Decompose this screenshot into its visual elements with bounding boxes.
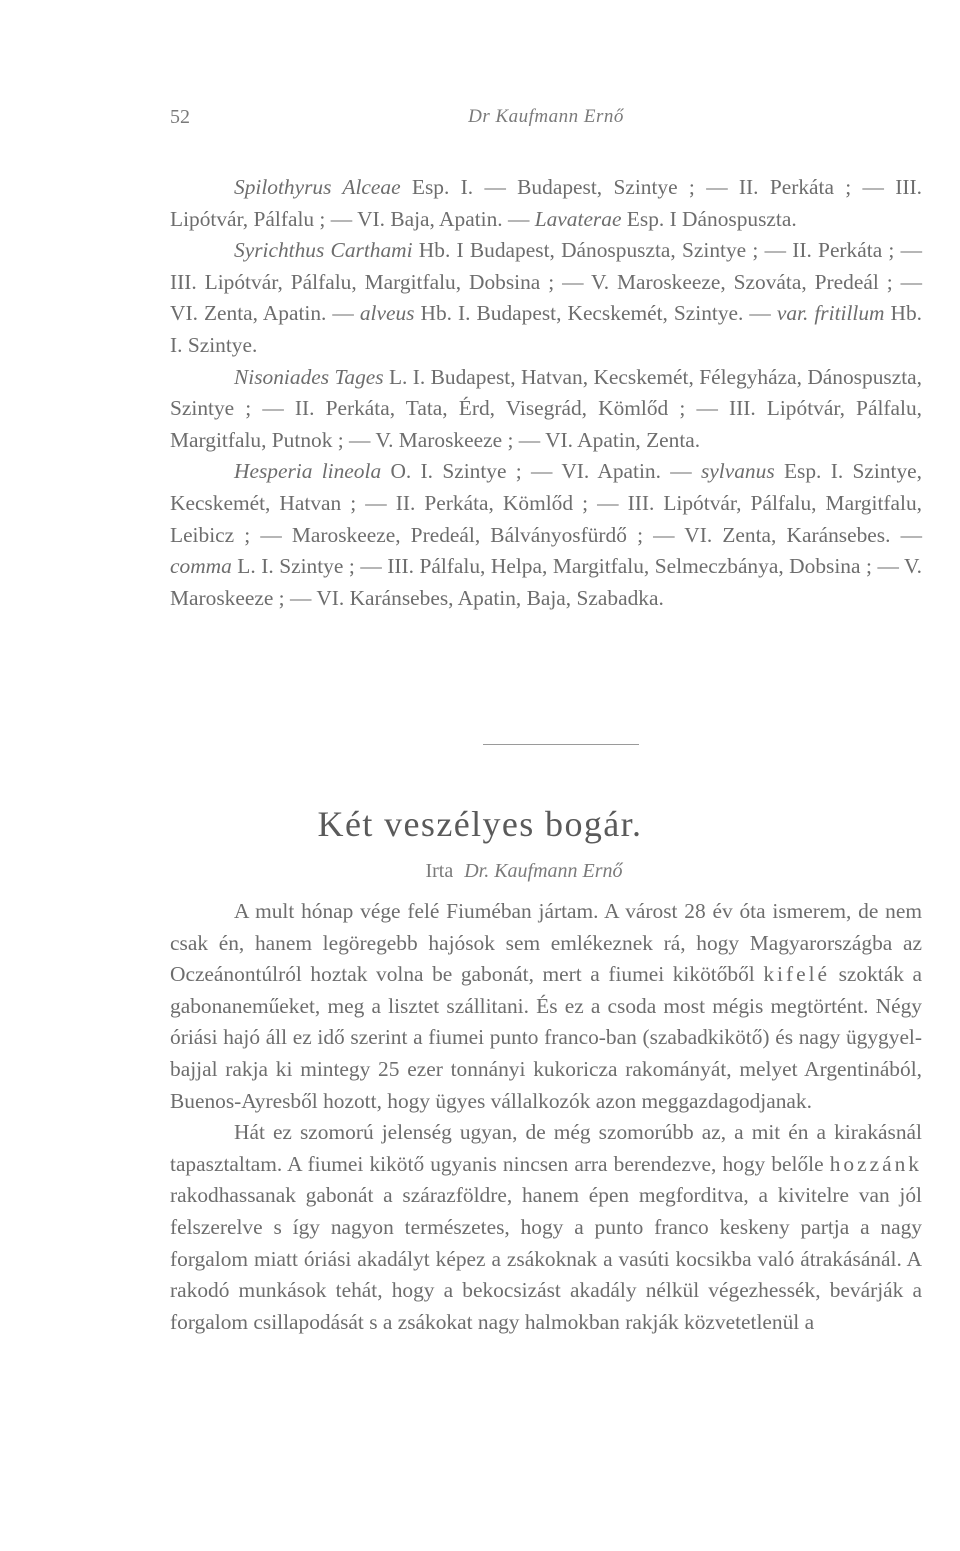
- paragraph-text: A mult hónap vége felé Fiuméban jártam. A várost 28 év óta ismerem, de nem csak én, hanem legöregebb hajósok sem emlékeznek rá, hogy Magyarországba az Oczeánontúlról hoztak volna be gabonát, mert a fiumei kikötőből: [170, 899, 922, 987]
- species-name: Nisoniades Tages: [234, 364, 384, 389]
- species-localities: Esp. I. — Budapest, Szintye ; — II. Perkáta ; — III. Lipótvár, Pálfalu ; — VI. Baja, Apatin. —: [170, 175, 922, 231]
- paragraph-text: rakodhassanak gabonát a szárazföldre, hanem épen megforditva, a kivitelre van jól felszerelve s így nagyon természetes, hogy a punto franco keskeny partja a nagy forgalom miatt óriási akadályt képez a zsákoknak a vasúti kocsikba való átrakásánál. A rakodó munkások tehát, hogy a bekocsizást akadály nélkül végezhessék, bevárják a forgalom csillapodását s a zsákokat nagy halmokban rakják közvetetlenül a: [170, 1183, 922, 1334]
- page-header: [170, 106, 922, 136]
- species-paragraph: [170, 456, 922, 614]
- byline-author: Dr. Kaufmann Ernő: [464, 860, 623, 882]
- species-list: [170, 172, 922, 614]
- byline-prefix: Irta: [425, 860, 454, 882]
- species-name: Hesperia lineola: [234, 459, 382, 484]
- species-name: Syrichthus Carthami: [234, 238, 413, 263]
- species-localities: Hb. I. Budapest, Kecskemét, Szintye. —: [414, 301, 777, 326]
- species-localities: Esp. I. Szintye, Kecskemét, Hatvan ; — II. Perkáta, Kömlőd ; — III. Lipótvár, Pálfalu, Margitfalu, Leibicz ; — Maroskeeze, Predeál, Bálványosfürdő ; — VI. Zenta, Karánsebes. —: [170, 459, 922, 547]
- species-localities: O. I. Szintye ; — VI. Apatin. —: [381, 459, 701, 484]
- species-name: sylvanus: [700, 459, 775, 484]
- species-name: Spilothyrus Alceae: [234, 175, 401, 199]
- body-paragraph: [170, 896, 922, 1117]
- section-divider: [483, 744, 639, 745]
- byline: [0, 860, 960, 883]
- body-paragraph: [170, 1117, 922, 1338]
- species-name: var. fritillum: [776, 301, 885, 326]
- species-localities: Hb. I. Szintye.: [170, 301, 922, 357]
- species-paragraph: [170, 235, 922, 361]
- species-name: alveus: [359, 301, 415, 326]
- running-head: Dr Kaufmann Ernő: [468, 106, 624, 127]
- emphasized-word: hozzánk: [829, 1151, 922, 1176]
- article-body: [170, 896, 922, 1338]
- species-name: comma: [170, 554, 232, 579]
- species-name: Lavaterae: [534, 206, 622, 231]
- paragraph-text: szokták a gabonaneműeket, meg a lisztet szállitani. És ez a csoda most mégis megtörtént. Négy óriási hajó áll ez idő szerint a fiumei punto franco-ban (szabadkikötő) és nagy ügygyel-bajjal rakja ki mintegy 25 ezer tonnányi kukoricza rakományát, melyet Argentinából, Buenos-Ayresből hozott, hogy ügyes vállalkozók azon meggazdagodjanak.: [170, 962, 922, 1113]
- species-paragraph: [170, 362, 922, 457]
- species-paragraph: [170, 172, 922, 235]
- emphasized-word: kifelé: [763, 962, 831, 987]
- species-localities: L. I. Szintye ; — III. Pálfalu, Helpa, Margitfalu, Selmeczbánya, Dobsina ; — V. Maroskeeze ; — VI. Karánsebes, Apatin, Baja, Szabadka.: [170, 554, 922, 610]
- page-number: 52: [170, 106, 190, 128]
- paragraph-text: Hát ez szomorú jelenség ugyan, de még szomorúbb az, a mit én a kirakásnál tapasztaltam. A fiumei kikötő ugyanis nincsen arra berendezve, hogy belőle: [170, 1120, 922, 1176]
- species-localities: Hb. I Budapest, Dánospuszta, Szintye ; — II. Perkáta ; — III. Lipótvár, Pálfalu, Margitfalu, Dobsina ; — V. Maroskeeze, Szováta, Predeál ; — VI. Zenta, Apatin. —: [170, 238, 922, 326]
- article-title: Két veszélyes bogár.: [317, 804, 643, 844]
- species-localities: L. I. Budapest, Hatvan, Kecskemét, Félegyháza, Dánospuszta, Szintye ; — II. Perkáta, Tata, Érd, Visegrád, Kömlőd ; — III. Lipótvár, Pálfalu, Margitfalu, Putnok ; — V. Maroskeeze ; — VI. Apatin, Zenta.: [170, 364, 922, 452]
- species-localities: Esp. I Dánospuszta.: [621, 206, 797, 231]
